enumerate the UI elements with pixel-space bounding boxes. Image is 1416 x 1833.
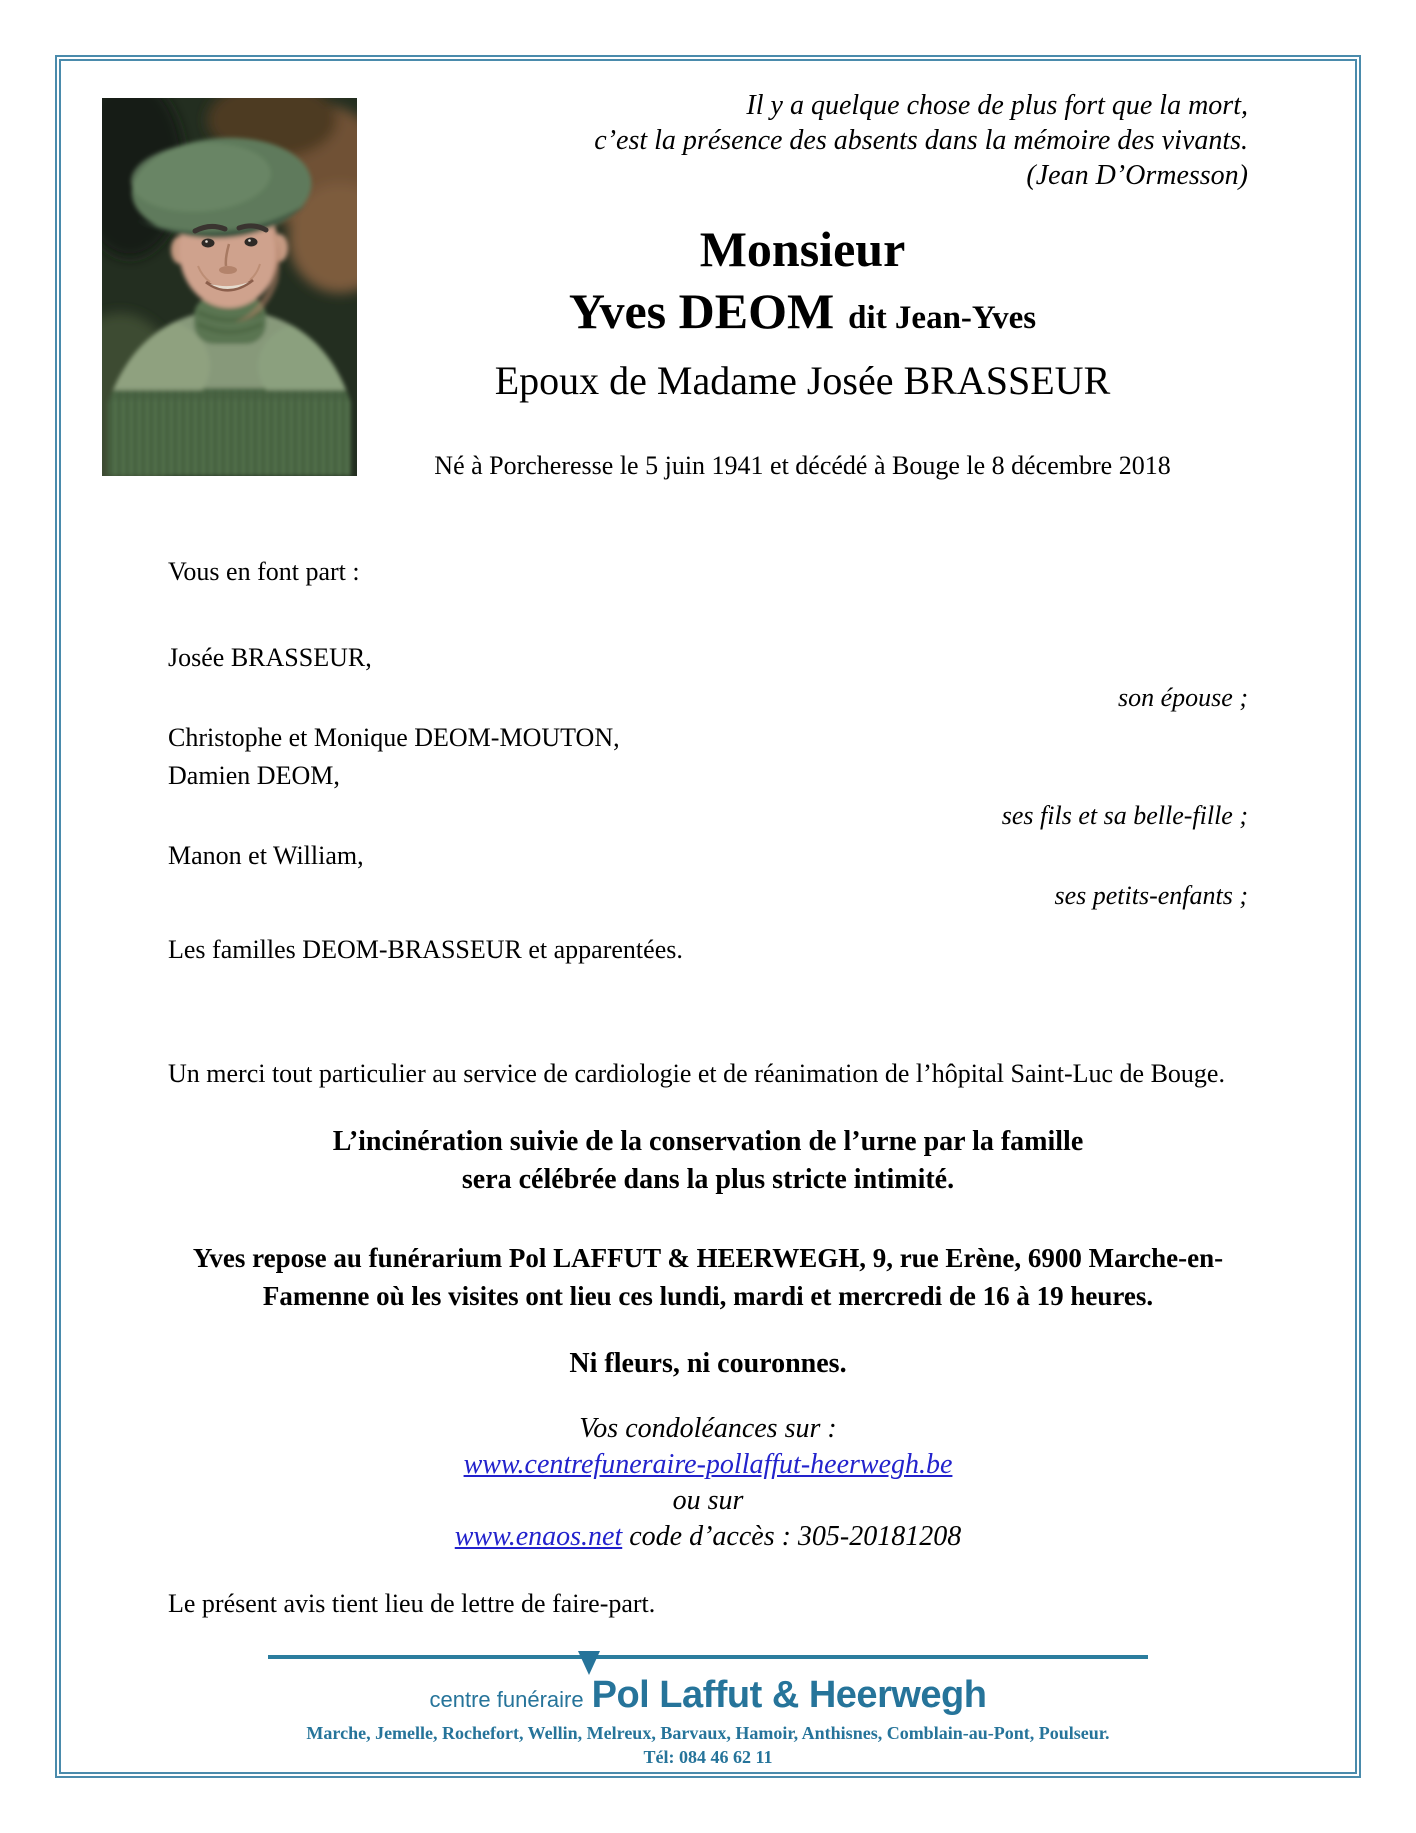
repose-line-1: Yves repose au funérarium Pol LAFFUT & HEERWEGH, 9, rue Erène, 6900 Marche-en-: [192, 1243, 1224, 1273]
deceased-name-line: [357, 279, 1248, 356]
relation-grandchildren: ses petits-enfants ;: [1054, 881, 1248, 910]
deceased-alias: dit Jean-Yves: [848, 300, 1037, 336]
header-section: [168, 0, 1248, 486]
mourner-son-1: Christophe et Monique DEOM-MOUTON,: [168, 723, 620, 752]
no-flowers-line: Ni fleurs, ni couronnes.: [569, 1348, 847, 1379]
quote-line-2: c’est la présence des absents dans la mémoire des vivants.: [594, 125, 1248, 156]
portrait-photo: [102, 98, 357, 476]
spouse-line: Epoux de Madame Josée BRASSEUR: [494, 358, 1111, 403]
brand-name: Pol Laffut & Heerwegh: [592, 1669, 987, 1721]
header-text-block: [357, 0, 1248, 486]
enaos-access-code: code d’accès : 305-20181208: [629, 1521, 962, 1552]
footer-divider: [268, 1655, 1148, 1659]
portrait-photo-illustration: [102, 98, 357, 476]
deceased-name: Yves DEOM: [568, 283, 835, 339]
ceremony-line-1: L’incinération suivie de la conservation de l’urne par la famille: [332, 1126, 1084, 1157]
memorial-quote: [357, 88, 1248, 193]
footer-phone: Tél: 084 46 62 11: [643, 1747, 773, 1767]
page-content: [168, 0, 1248, 1769]
or-text: ou sur: [672, 1485, 744, 1516]
funeral-home-logo: [168, 1669, 1248, 1721]
condolences-intro: Vos condoléances sur :: [579, 1413, 837, 1444]
condolences-link-line: [168, 1447, 1248, 1483]
relation-spouse: son épouse ;: [1118, 683, 1248, 712]
condolences-link[interactable]: www.centrefuneraire-pollaffut-heerwegh.be: [463, 1449, 953, 1480]
repose-line-2: Famenne où les visites ont lieu ces lundi, mardi et mercredi de 16 à 19 heures.: [262, 1281, 1154, 1311]
mourner-son-2: Damien DEOM,: [168, 761, 340, 790]
ceremony-notice: [168, 1123, 1248, 1199]
repose-notice: [168, 1239, 1248, 1315]
enaos-link[interactable]: www.enaos.net: [454, 1521, 623, 1552]
announcement-intro: Vous en font part :: [168, 557, 360, 586]
enaos-line: [168, 1519, 1248, 1555]
brand-triangle-icon: [578, 1651, 600, 1675]
mourner-spouse: Josée BRASSEUR,: [168, 643, 372, 672]
closing-line: Le présent avis tient lieu de lettre de faire-part.: [168, 1589, 656, 1618]
thanks-line: Un merci tout particulier au service de cardiologie et de réanimation de l’hôpital Saint-Luc de Bouge.: [168, 1059, 1225, 1088]
footer-locations: Marche, Jemelle, Rochefort, Wellin, Melreux, Barvaux, Hamoir, Anthisnes, Comblain-au-Pont, Poulseur.: [306, 1723, 1110, 1743]
birth-death-line: Né à Porcheresse le 5 juin 1941 et décédé à Bouge le 8 décembre 2018: [434, 451, 1171, 480]
mourner-grandchildren: Manon et William,: [168, 841, 364, 870]
condolences-block: [168, 1411, 1248, 1555]
salutation: Monsieur: [699, 221, 906, 277]
relation-sons: ses fils et sa belle-fille ;: [1001, 801, 1248, 830]
ceremony-line-2: sera célébrée dans la plus stricte intimité.: [461, 1164, 955, 1195]
families-line: Les familles DEOM-BRASSEUR et apparentées.: [168, 935, 683, 964]
quote-line-1: Il y a quelque chose de plus fort que la mort,: [746, 90, 1248, 121]
brand-prefix: centre funéraire: [429, 1687, 584, 1712]
quote-attribution: (Jean D’Ormesson): [1026, 160, 1248, 191]
